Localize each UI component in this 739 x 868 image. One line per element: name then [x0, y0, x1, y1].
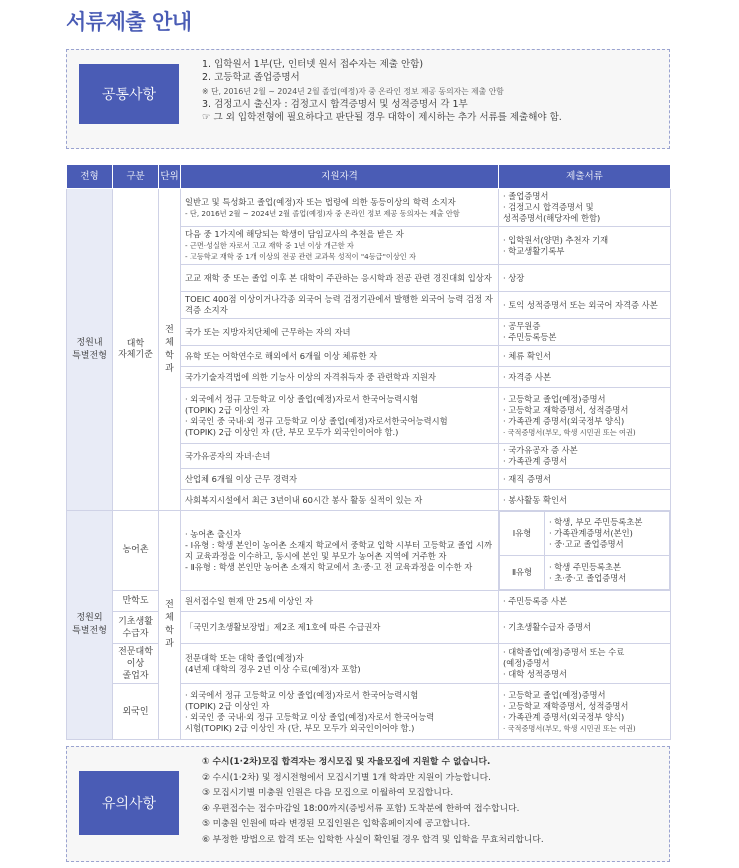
- category-cell: 외국인: [113, 684, 159, 740]
- rural-type-docs: [545, 512, 670, 556]
- cell-line: 국가 또는 지방자치단체에 근무하는 자의 자녀: [185, 326, 351, 337]
- qualification-cell: [181, 227, 499, 265]
- cell-line: · 외국인 중 국내·외 정규 고등학교 이상 졸업(예정)자로서 한국어능력: [185, 711, 435, 722]
- category-cell: 만학도: [113, 591, 159, 612]
- category-cell: 농어촌: [113, 511, 159, 591]
- documents-cell: [499, 189, 671, 227]
- cell-line: · 농어촌 출신자: [185, 528, 242, 539]
- rural-type-row: [500, 556, 670, 590]
- documents-cell: [499, 511, 671, 591]
- notes-box: [66, 746, 670, 862]
- cell-line: · 공무원증: [503, 321, 541, 331]
- documents-cell: [499, 346, 671, 367]
- qualification-cell: [181, 444, 499, 469]
- header-documents: 제출서류: [499, 165, 671, 189]
- cell-line: 전문대학 또는 대학 졸업(예정)자: [185, 652, 304, 663]
- cell-line: 고교 재학 중 또는 졸업 이후 본 대학이 주관하는 응시학과 전공 관련 경진대회 입상자: [185, 272, 492, 283]
- rural-type-docs: [545, 556, 670, 590]
- cell-line: - Ⅰ유형 : 학생 본인이 농어촌 소재지 학교에서 중학교 입학 시부터 고등학교 졸업 시까지 교육과정을 이수하고, 동시에 본인 및 부모가 농어촌 지역에 거주한 자: [185, 539, 493, 561]
- qualification-cell: [181, 265, 499, 292]
- header-type: 전형: [67, 165, 113, 189]
- rural-type-label: Ⅱ유형: [500, 556, 545, 590]
- common-requirements-box: [66, 49, 670, 149]
- cell-line: · 외국인 중 국내·외 정규 고등학교 이상 졸업(예정)자로서한국어능력시험: [185, 415, 448, 426]
- cell-line: · 고등학교 졸업(예정)증명서: [503, 689, 606, 700]
- note-item: ② 수시(1·2차) 및 정시전형에서 모집시기별 1개 학과만 지원이 가능합니다.: [202, 772, 491, 783]
- cell-line: (4년제 대학의 경우 2년 이상 수료(예정)자 포함): [185, 663, 361, 674]
- qualification-cell: [181, 591, 499, 612]
- rural-type-label: Ⅰ유형: [500, 512, 545, 556]
- table-row: [67, 644, 671, 684]
- cell-line: · 국적증명서(부모, 학생 시민권 또는 여권): [503, 427, 636, 437]
- cell-line: 성적증명서(해당자에 한함): [503, 213, 601, 223]
- cell-line: 국가유공자의 자녀·손녀: [185, 450, 271, 461]
- rural-type-row: [500, 512, 670, 556]
- common-item-note: ※ 단, 2016년 2월 ~ 2024년 2월 졸업(예정)자 중 온라인 정보 제공 동의자는 제출 안함: [202, 86, 504, 96]
- documents-cell: [499, 388, 671, 444]
- cell-line: · 초·중·고 졸업증명서: [549, 572, 627, 583]
- qualification-cell: [181, 644, 499, 684]
- documents-cell: [499, 292, 671, 319]
- cell-line: · 중·고교 졸업증명서: [549, 539, 624, 549]
- documents-cell: [499, 469, 671, 490]
- table-row: [67, 511, 671, 591]
- qualification-cell: [181, 490, 499, 511]
- common-item: 1. 입학원서 1부(단, 인터넷 원서 접수자는 제출 안함): [202, 59, 424, 70]
- documents-cell: [499, 444, 671, 469]
- qualification-cell: [181, 612, 499, 644]
- cell-line: · 대학졸업(예정)증명서 또는 수료: [503, 647, 625, 657]
- cell-line: · 입학원서(양면) 추천자 기재: [503, 234, 609, 245]
- cell-line: · 기초생활수급자 증명서: [503, 622, 592, 632]
- qualification-cell: [181, 684, 499, 740]
- cell-line: - 고등학교 재학 중 1개 이상의 전공 관련 교과목 성적이 "4등급"이상인 자: [185, 252, 416, 261]
- cell-line: 원서접수일 현재 만 25세 이상인 자: [185, 595, 313, 606]
- documents-cell: [499, 644, 671, 684]
- cell-line: · 고등학교 재학증명서, 성적증명서: [503, 700, 629, 711]
- table-row: [67, 189, 671, 227]
- cell-line: · 학교생활기록부: [503, 245, 565, 256]
- cell-line: · 국가유공자 증 사본: [503, 445, 578, 455]
- cell-line: (TOPIK) 2급 이상인 자: [185, 700, 270, 711]
- cell-line: · 고등학교 졸업(예정)증명서: [503, 393, 606, 404]
- requirements-table: [66, 164, 671, 740]
- note-item: ⑥ 부정한 방법으로 합격 또는 입학한 사실이 확인될 경우 합격 및 입학을 무효처리합니다.: [202, 834, 544, 845]
- cell-line: · 졸업증명서: [503, 191, 549, 201]
- header-category: 구분: [113, 165, 159, 189]
- documents-cell: [499, 367, 671, 388]
- common-item: 3. 검정고시 출신자 : 검정고시 합격증명서 및 성적증명서 각 1부: [202, 98, 468, 110]
- qualification-cell: [181, 346, 499, 367]
- cell-line: TOEIC 400점 이상이거나각종 외국어 능력 검정기관에서 발행한 외국어 능력 검정 자격증 소지자: [185, 294, 493, 315]
- table-row: [67, 684, 671, 740]
- cell-line: · 외국에서 정규 고등학교 이상 졸업(예정)자로서 한국어능력시험: [185, 393, 419, 404]
- cell-line: 국가기술자격법에 의한 기능사 이상의 자격취득자 중 관련학과 지원자: [185, 371, 436, 382]
- cell-line: (TOPIK) 2급 이상인 자 (단, 부모 모두가 외국인이어야 함.): [185, 426, 399, 437]
- documents-cell: [499, 319, 671, 346]
- table-row: [67, 612, 671, 644]
- cell-line: 시험(TOPIK) 2급 이상인 자 (단, 부모 모두가 외국인이어야 함.): [185, 722, 415, 733]
- page-title: 서류제출 안내: [66, 10, 192, 34]
- cell-line: · 학생, 부모 주민등록초본: [549, 517, 643, 527]
- documents-cell: [499, 490, 671, 511]
- rural-documents-table: [499, 511, 670, 590]
- cell-line: 일반고 및 특성화고 졸업(예정)자 또는 법령에 의한 동등이상의 학력 소지자: [185, 196, 456, 207]
- cell-line: · 학생 주민등록초본: [549, 561, 622, 572]
- cell-line: · 고등학교 재학증명서, 성적증명서: [503, 404, 629, 415]
- cell-line: · 가족관계 증명서(외국정부 양식): [503, 711, 625, 722]
- cell-line: · 체류 확인서: [503, 350, 551, 361]
- table-row: [67, 591, 671, 612]
- cell-line: · 주민등록등본: [503, 332, 557, 342]
- documents-cell: [499, 227, 671, 265]
- cell-line: · 대학 성적증명서: [503, 669, 568, 679]
- notes-list: [202, 755, 544, 849]
- cell-line: · 주민등록증 사본: [503, 595, 568, 606]
- table-header-row: [67, 165, 671, 189]
- note-item: ① 수시(1·2차)모집 합격자는 정시모집 및 자율모집에 지원할 수 없습니다.: [202, 757, 491, 767]
- cell-line: · 자격증 사본: [503, 371, 551, 382]
- cell-line: 산업체 6개월 이상 근무 경력자: [185, 473, 298, 484]
- documents-cell: [499, 612, 671, 644]
- cell-line: - Ⅱ유형 : 학생 본인만 농어촌 소재지 학교에서 초·중·고 전 교육과정을 이수한 자: [185, 561, 473, 572]
- cell-line: · 봉사활동 확인서: [503, 494, 568, 505]
- admission-type-cell: 정원외 특별전형: [67, 511, 113, 740]
- header-qualification: 지원자격: [181, 165, 499, 189]
- qualification-cell: [181, 367, 499, 388]
- cell-line: (예정)증명서: [503, 658, 550, 668]
- header-unit: 단위: [159, 165, 181, 189]
- note-item: ⑤ 미충원 인원에 따라 변경된 모집인원은 입학홈페이지에 공고합니다.: [202, 819, 471, 830]
- cell-line: · 재직 증명서: [503, 473, 551, 484]
- qualification-cell: [181, 319, 499, 346]
- cell-line: · 상장: [503, 272, 525, 283]
- unit-cell: 전 체 학 과: [159, 189, 181, 511]
- documents-cell: [499, 684, 671, 740]
- common-requirements-list: [202, 58, 562, 124]
- common-item: 2. 고등학교 졸업증명서: [202, 72, 300, 84]
- cell-line: 「국민기초생활보장법」제2조 제1호에 따른 수급권자: [185, 622, 381, 632]
- common-requirements-label: 공통사항: [79, 64, 179, 124]
- documents-cell: [499, 591, 671, 612]
- documents-cell: [499, 265, 671, 292]
- common-item: ☞ 그 외 입학전형에 필요하다고 판단될 경우 대학이 제시하는 추가 서류를 제출해야 함.: [202, 112, 562, 124]
- cell-line: · 가족관계증명서(본인): [549, 528, 633, 538]
- cell-line: 유학 또는 어학연수로 해외에서 6개월 이상 체류한 자: [185, 350, 378, 361]
- cell-line: · 국적증명서(부모, 학생 시민권 또는 여권): [503, 723, 636, 733]
- category-cell: 전문대학 이상 졸업자: [113, 644, 159, 684]
- cell-line: · 외국에서 정규 고등학교 이상 졸업(예정)자로서 한국어능력시험: [185, 689, 419, 700]
- cell-line: · 토익 성적증명서 또는 외국어 자격증 사본: [503, 299, 658, 310]
- cell-line: 사회복지시설에서 최근 3년이내 60시간 봉사 활동 실적이 있는 자: [185, 494, 423, 505]
- qualification-cell: [181, 292, 499, 319]
- category-cell: 대학 자체기준: [113, 189, 159, 511]
- cell-line: - 단, 2016년 2월 ~ 2024년 2월 졸업(예정)자 중 온라인 정보 제공 동의자는 제출 안함: [185, 208, 460, 218]
- note-item: ④ 우편접수는 접수마감일 18:00까지(증빙서류 포함) 도착분에 한하여 접수합니다.: [202, 803, 520, 814]
- admission-type-cell: 정원내 특별전형: [67, 189, 113, 511]
- qualification-cell: [181, 469, 499, 490]
- note-item: ③ 모집시기별 미충원 인원은 다음 모집으로 이월하여 모집합니다.: [202, 788, 454, 799]
- notes-label: 유의사항: [79, 771, 179, 835]
- category-cell: 기초생활 수급자: [113, 612, 159, 644]
- cell-line: 다음 중 1가지에 해당되는 학생이 담임교사의 추천을 받은 자: [185, 229, 404, 239]
- qualification-cell: [181, 511, 499, 591]
- cell-line: · 검정고시 합격증명서 및: [503, 202, 594, 212]
- qualification-cell: [181, 388, 499, 444]
- qualification-cell: [181, 189, 499, 227]
- cell-line: - 근면·성실한 자로서 고교 재학 중 1년 이상 개근한 자: [185, 241, 354, 250]
- unit-cell: 전 체 학 과: [159, 511, 181, 740]
- cell-line: (TOPIK) 2급 이상인 자: [185, 404, 270, 415]
- cell-line: · 가족관계 증명서: [503, 456, 568, 466]
- cell-line: · 가족관계 증명서(외국정부 양식): [503, 415, 625, 426]
